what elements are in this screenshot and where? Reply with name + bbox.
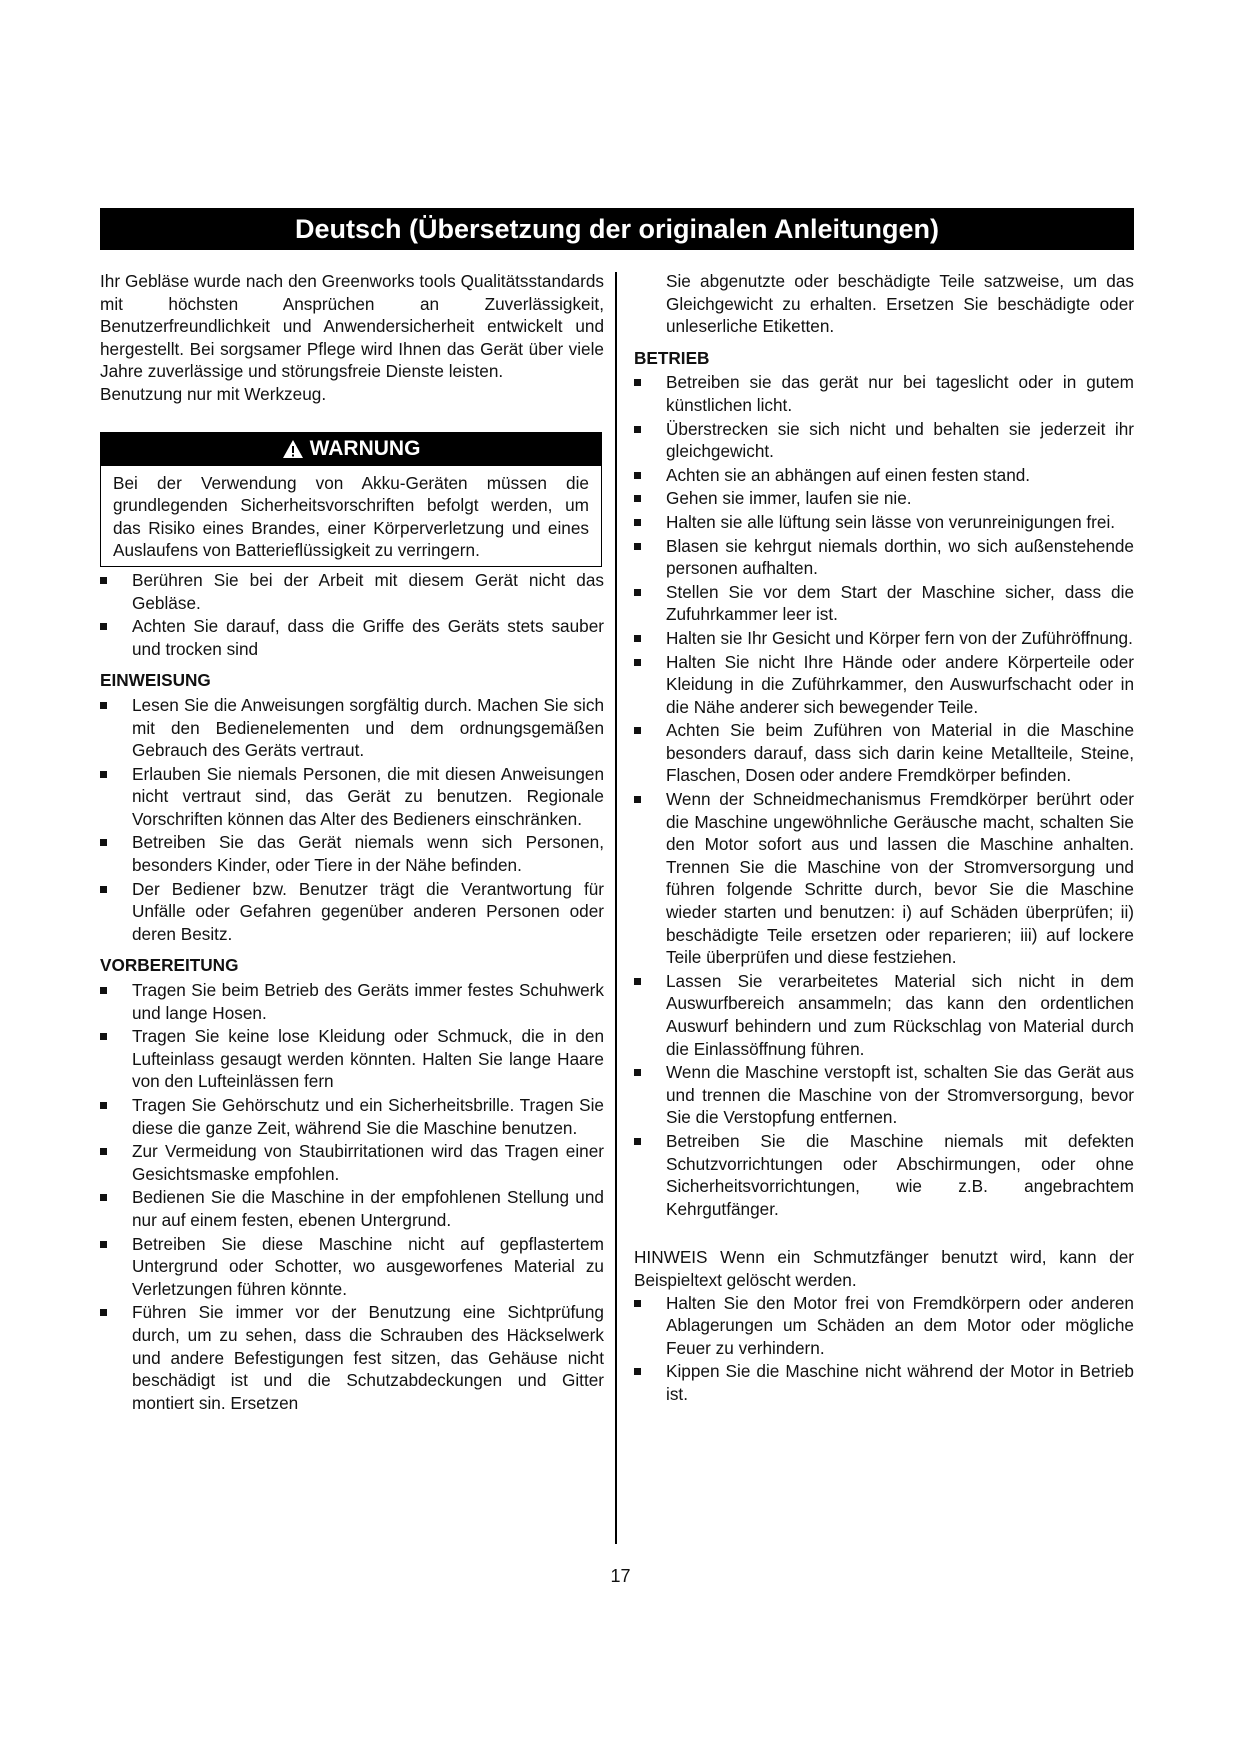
list-item: Betreiben Sie diese Maschine nicht auf gepflastertem Untergrund oder Schotter, wo ausgeworfenes Material zu Verletzungen führen könnte. [100,1233,604,1301]
list-item: Stellen Sie vor dem Start der Maschine sicher, dass die Zufuhrkammer leer ist. [634,581,1134,626]
vorbereitung-heading: VORBEREITUNG [100,955,239,976]
bullet-icon [100,987,107,994]
bullet-icon [634,1368,641,1375]
bullet-icon [100,623,107,630]
bullet-icon [634,796,641,803]
list-item: Tragen Sie beim Betrieb des Geräts immer festes Schuhwerk und lange Hosen. [100,979,604,1024]
page-number: 17 [610,1566,631,1586]
bullet-icon [634,978,641,985]
page-title-text: Deutsch (Übersetzung der originalen Anleitungen) [294,213,940,244]
bullet-icon [634,379,641,386]
list-item: Halten sie Ihr Gesicht und Körper fern von der Zuführöffnung. [634,627,1134,650]
list-item: Halten Sie nicht Ihre Hände oder andere Körperteile oder Kleidung in die Zuführkammer, den Auswurfschacht oder in die Nähe anderer sich bewegender Teile. [634,651,1134,719]
list-item: Betreiben Sie das Gerät niemals wenn sich Personen, besonders Kinder, oder Tiere in der Nähe befinden. [100,831,604,876]
bullet-icon [634,426,641,433]
list-item: Halten sie alle lüftung sein lässe von verunreinigungen frei. [634,511,1134,534]
list-item: Achten Sie darauf, dass die Griffe des Geräts stets sauber und trocken sind [100,615,604,660]
list-item: Lesen Sie die Anweisungen sorgfältig durch. Machen Sie sich mit den Bedienelementen und dem ordnungsgemäßen Gebrauch des Geräts vertraut. [100,694,604,762]
bullet-icon [634,727,641,734]
bullet-icon [100,1309,107,1316]
list-item: Betreiben Sie die Maschine niemals mit defekten Schutzvorrichtungen oder Abschirmungen, oder ohne Sicherheitsvorrichtungen, wie z.B. angebrachtem Kehrgutfänger. [634,1130,1134,1220]
bullet-icon [100,886,107,893]
bullet-icon [634,635,641,642]
warning-box [100,432,602,567]
list-item: Wenn der Schneidmechanismus Fremdkörper berührt oder die Maschine ungewöhnliche Geräusche macht, schalten Sie den Motor sofort aus und lassen die Maschine anhalten. Trennen Sie die Maschine von der Stromversorgung und führen folgende Schritte durch, bevor Sie die Maschine wieder starten und benutzen: i) auf Schäden überprüfen; ii) beschädigte Teile ersetzen oder reparieren; iii) auf lockere Teile überprüfen und diese festziehen. [634,788,1134,969]
bullet-icon [100,771,107,778]
bullet-icon [634,1300,641,1307]
bullet-icon [100,839,107,846]
bullet-icon [634,1069,641,1076]
general-list [100,569,604,660]
list-item: Wenn die Maschine verstopft ist, schalten Sie das Gerät aus und trennen die Maschine von der Stromversorgung, bevor Sie die Verstopfung entfernen. [634,1061,1134,1129]
einweisung-list [100,694,604,946]
warning-header [101,433,601,466]
bullet-icon [100,1148,107,1155]
bullet-icon [100,577,107,584]
list-item: Gehen sie immer, laufen sie nie. [634,487,1134,510]
bullet-icon [100,1102,107,1109]
list-item: Blasen sie kehrgut niemals dorthin, wo sich außenstehende personen aufhalten. [634,535,1134,580]
betrieb-heading: BETRIEB [634,347,710,368]
list-item: Betreiben sie das gerät nur bei tageslicht oder in gutem künstlichen licht. [634,371,1134,416]
bullet-icon [634,495,641,502]
warning-label: WARNUNG [309,436,421,460]
list-item: Tragen Sie Gehörschutz und ein Sicherheitsbrille. Tragen Sie diese die ganze Zeit, während Sie die Maschine benutzen. [100,1094,604,1139]
bullet-icon [634,519,641,526]
bullet-icon [100,702,107,709]
hinweis-note: HINWEIS Wenn ein Schmutzfänger benutzt wird, kann der Beispieltext gelöscht werden. [634,1247,1134,1290]
intro-note: Benutzung nur mit Werkzeug. [100,383,327,404]
list-item: Lassen Sie verarbeitetes Material sich nicht in dem Auswurfbereich ansammeln; das kann den ordentlichen Auswurf behindern und zum Rückschlag von Material durch die Einlassöffnung führen. [634,970,1134,1060]
betrieb-list [634,371,1134,1220]
left-column [100,270,604,1415]
bullet-icon [100,1033,107,1040]
bullet-icon [634,659,641,666]
bullet-icon [634,589,641,596]
hinweis-list [634,1292,1134,1406]
list-item: Erlauben Sie niemals Personen, die mit diesen Anweisungen nicht vertraut sind, das Gerät zu benutzen. Regionale Vorschriften können das Alter des Bedieners einschränken. [100,763,604,831]
list-item: Kippen Sie die Maschine nicht während der Motor in Betrieb ist. [634,1360,1134,1405]
vorbereitung-continuation: Sie abgenutzte oder beschädigte Teile satzweise, um das Gleichgewicht zu erhalten. Ersetzen Sie beschädigte oder unleserliche Etiketten. [666,271,1134,337]
list-item: Der Bediener bzw. Benutzer trägt die Verantwortung für Unfälle oder Gefahren gegenüber anderen Personen oder deren Besitz. [100,878,604,946]
warning-triangle-icon [282,439,304,459]
list-item: Tragen Sie keine lose Kleidung oder Schmuck, die in den Lufteinlass gesaugt werden könnten. Halten Sie lange Haare von den Lufteinlässen fern [100,1025,604,1093]
right-column [634,270,1134,1407]
list-item: Achten Sie beim Zuführen von Material in die Maschine besonders darauf, dass sich darin keine Metallteile, Steine, Flaschen, Dosen oder andere Fremdkörper befinden. [634,719,1134,787]
einweisung-heading: EINWEISUNG [100,670,211,691]
list-item: Überstrecken sie sich nicht und behalten sie jederzeit ihr gleichgewicht. [634,418,1134,463]
bullet-icon [634,1138,641,1145]
list-item: Zur Vermeidung von Staubirritationen wird das Tragen einer Gesichtsmaske empfohlen. [100,1140,604,1185]
intro-paragraph: Ihr Gebläse wurde nach den Greenworks tools Qualitätsstandards mit höchsten Ansprüchen an Zuverlässigkeit, Benutzerfreundlichkeit und Anwendersicherheit entwickelt und hergestellt. Bei sorgsamer Pflege wird Ihnen das Gerät über viele Jahre zuverlässige und störungsfreie Dienste leisten. [100,271,604,382]
list-item: Halten Sie den Motor frei von Fremdkörpern oder anderen Ablagerungen um Schäden an dem Motor oder mögliche Feuer zu verhindern. [634,1292,1134,1360]
list-item: Berühren Sie bei der Arbeit mit diesem Gerät nicht das Gebläse. [100,569,604,614]
list-item: Bedienen Sie die Maschine in der empfohlenen Stellung und nur auf einem festen, ebenen Untergrund. [100,1186,604,1231]
column-divider [615,272,617,1544]
list-item: Achten sie an abhängen auf einen festen stand. [634,464,1134,487]
bullet-icon [100,1241,107,1248]
bullet-icon [634,543,641,550]
bullet-icon [100,1194,107,1201]
page-title [100,208,1134,250]
list-item: Führen Sie immer vor der Benutzung eine Sichtprüfung durch, um zu sehen, dass die Schrauben des Häckselwerk und andere Befestigungen fest sitzen, das Gehäuse nicht beschädigt ist und die Schutzabdeckungen und Gitter montiert sin. Ersetzen [100,1301,604,1414]
vorbereitung-list [100,979,604,1414]
bullet-icon [634,472,641,479]
warning-text: Bei der Verwendung von Akku-Geräten müssen die grundlegenden Sicherheitsvorschriften befolgt werden, um das Risiko eines Brandes, einer Körperverletzung und eines Auslaufens von Batterieflüssigkeit zu verringern. [113,472,589,561]
